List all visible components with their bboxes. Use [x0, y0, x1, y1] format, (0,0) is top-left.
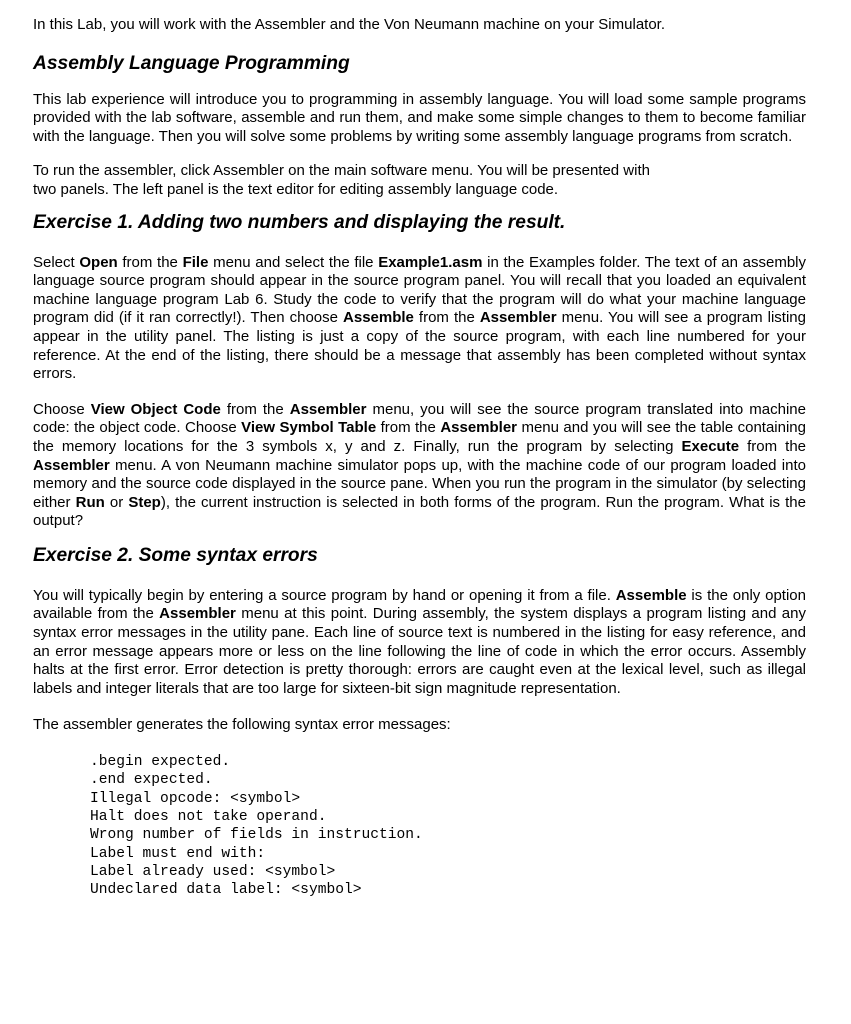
- error-message: Label already used: <symbol>: [90, 863, 336, 880]
- error-message: .end expected.: [90, 772, 213, 789]
- exercise-2-heading: Exercise 2. Some syntax errors: [33, 544, 318, 566]
- error-message-list: [90, 753, 806, 899]
- section-heading: Assembly Language Programming: [33, 52, 350, 74]
- run-line-2: two panels. The left panel is the text editor for editing assembly language code.: [33, 180, 559, 198]
- error-message: Label must end with:: [90, 845, 266, 862]
- error-message: Halt does not take operand.: [90, 808, 327, 825]
- exercise-2-paragraph-1: You will typically begin by entering a source program by hand or opening it from a file. Assemble is the only option available from the Assembler menu at this point. During assembly, the system displays a program listing and any syntax error messages in the utility pane. Each line of source text is numbered in the listing for easy reference, and an error message appears more or less on the line following the line of code in which the error occurs. Assembly halts at the first error. Error detection is pretty thorough: errors are caught even at the lexical level, such as illegal labels and integer literals that are too large for sixteen-bit sign magnitude representation.: [33, 586, 806, 697]
- run-line-1: To run the assembler, click Assembler on the main software menu. You will be presented with: [33, 162, 650, 180]
- exercise-1-paragraph-2: Choose View Object Code from the Assembler menu, you will see the source program translated into machine code: the object code. Choose View Symbol Table from the Assembler menu and you will see the table containing the memory locations for the 3 symbols x, y and z. Finally, run the program by selecting Execute from the Assembler menu. A von Neumann machine simulator pops up, with the machine code of our program loaded into memory and the source code displayed in the source pane. When you run the program in the simulator (by selecting either Run or Step), the current instruction is selected in both forms of the program. Run the program. What is the output?: [33, 400, 807, 530]
- error-message: Illegal opcode: <symbol>: [90, 790, 301, 807]
- error-message: .begin expected.: [90, 754, 231, 771]
- intro-text: In this Lab, you will work with the Assembler and the Von Neumann machine on your Simulator.: [33, 16, 665, 33]
- exercise-2-paragraph-2: The assembler generates the following syntax error messages:: [33, 716, 451, 734]
- run-paragraph: [33, 162, 806, 199]
- exercise-1-heading: Exercise 1. Adding two numbers and displaying the result.: [33, 211, 566, 233]
- document-page: [33, 14, 806, 899]
- error-message: Wrong number of fields in instruction.: [90, 827, 423, 844]
- section-paragraph: This lab experience will introduce you to programming in assembly language. You will load some sample programs provided with the lab software, assemble and run them, and make some simple changes to them to become familiar with the language. Then you will solve some problems by writing some assembly language programs from scratch.: [33, 90, 806, 145]
- exercise-1-paragraph-1: Select Open from the File menu and select the file Example1.asm in the Examples folder. The text of an assembly language source program should appear in the source program panel. You will recall that you loaded an equivalent machine language program Lab 6. Study the code to verify that the program will do what your machine language program did (if it ran correctly!). Then choose Assemble from the Assembler menu. You will see a program listing appear in the utility panel. The listing is just a copy of the source program, with each line numbered for your reference. At the end of the listing, there should be a message that assembly has been completed without syntax errors.: [33, 253, 807, 383]
- error-message: Undeclared data label: <symbol>: [90, 882, 362, 899]
